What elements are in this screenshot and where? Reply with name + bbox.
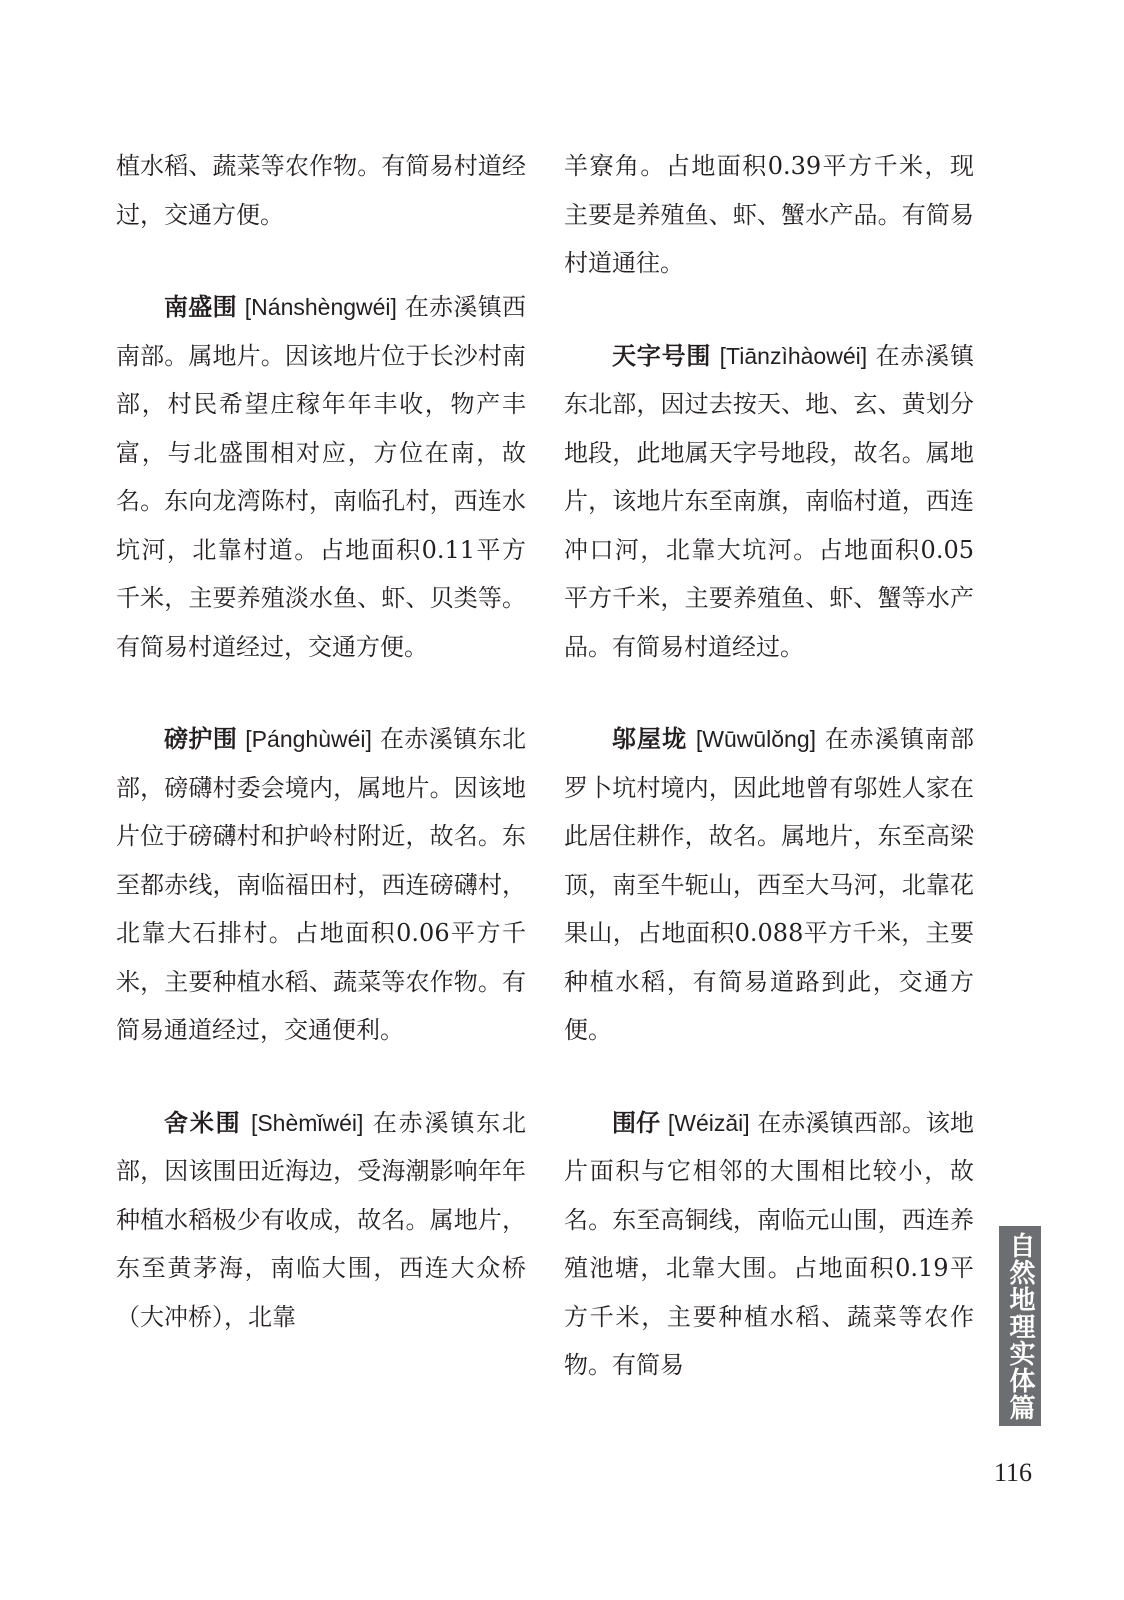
page-number: 116 [994, 1458, 1033, 1487]
place-name: 围仔 [612, 1107, 661, 1137]
place-entry [116, 283, 526, 671]
place-pinyin: [Wūwūlǒng] [695, 726, 817, 752]
section-side-tab: 自然地理实体篇 [999, 1226, 1041, 1426]
place-description: 在赤溪镇西部。该地片面积与它相邻的大围相比较小，故名。东至高铜线，南临元山围，西连养殖池塘，北靠大围。占地面积0.19平方千米，主要种植水稻、蔬菜等农作物。有简易 [564, 1108, 975, 1379]
place-pinyin: [Pánghùwéi] [245, 726, 372, 752]
place-name: 天字号围 [612, 340, 712, 370]
left-column [116, 142, 526, 1341]
place-description: 在赤溪镇西南部。属地片。因该地片位于长沙村南部，村民希望庄稼年年丰收，物产丰富，与北盛围相对应，方位在南，故名。东向龙湾陈村，南临孔村，西连水坑河，北靠村道。占地面积0.11平方千米，主要养殖淡水鱼、虾、贝类等。有简易村道经过，交通方便。 [116, 293, 526, 661]
place-entry [564, 332, 974, 672]
place-pinyin: [Wéizǎi] [667, 1109, 750, 1136]
right-column [564, 142, 974, 1390]
place-name: 南盛围 [164, 292, 237, 321]
continuation-text: 植水稻、蔬菜等农作物。有简易村道经过，交通方便。 [116, 152, 526, 229]
place-name: 磅护围 [164, 724, 238, 753]
place-entry [564, 715, 974, 1055]
place-entry [116, 715, 526, 1055]
continuation-text: 羊寮角。占地面积0.39平方千米，现主要是养殖鱼、虾、蟹水产品。有简易村道通往。 [564, 152, 974, 277]
place-description: 在赤溪镇南部罗卜坑村境内，因此地曾有邬姓人家在此居住耕作，故名。属地片，东至高梁顶，南至牛轭山，西至大马河，北靠花果山，占地面积0.088平方千米，主要种植水稻，有简易道路到此，交通方便。 [564, 725, 974, 1044]
place-name: 邬屋垅 [612, 724, 688, 753]
place-name: 舍米围 [164, 1107, 242, 1137]
place-pinyin: [Shèmǐwéi] [250, 1109, 364, 1136]
place-entry [564, 1099, 974, 1390]
place-description: 在赤溪镇东北部，因过去按天、地、玄、黄划分地段，此地属天字号地段，故名。属地片，该地片东至南旗，南临村道，西连冲口河，北靠大坑河。占地面积0.05平方千米，主要养殖鱼、虾、蟹等水产品。有简易村道经过。 [564, 341, 974, 661]
place-pinyin: [Nánshèngwéi] [244, 294, 397, 320]
place-pinyin: [Tiānzìhàowéi] [719, 342, 868, 369]
place-description: 在赤溪镇东北部，磅礴村委会境内，属地片。因该地片位于磅礴村和护岭村附近，故名。东至都赤线，南临福田村，西连磅礴村，北靠大石排村。占地面积0.06平方千米，主要种植水稻、蔬菜等农作物。有简易通道经过，交通便利。 [116, 725, 526, 1044]
place-description: 在赤溪镇东北部，因该围田近海边，受海潮影响年年种植水稻极少有收成，故名。属地片，东至黄茅海，南临大围，西连大众桥（大冲桥），北靠 [116, 1108, 526, 1331]
place-entry [116, 1099, 526, 1342]
